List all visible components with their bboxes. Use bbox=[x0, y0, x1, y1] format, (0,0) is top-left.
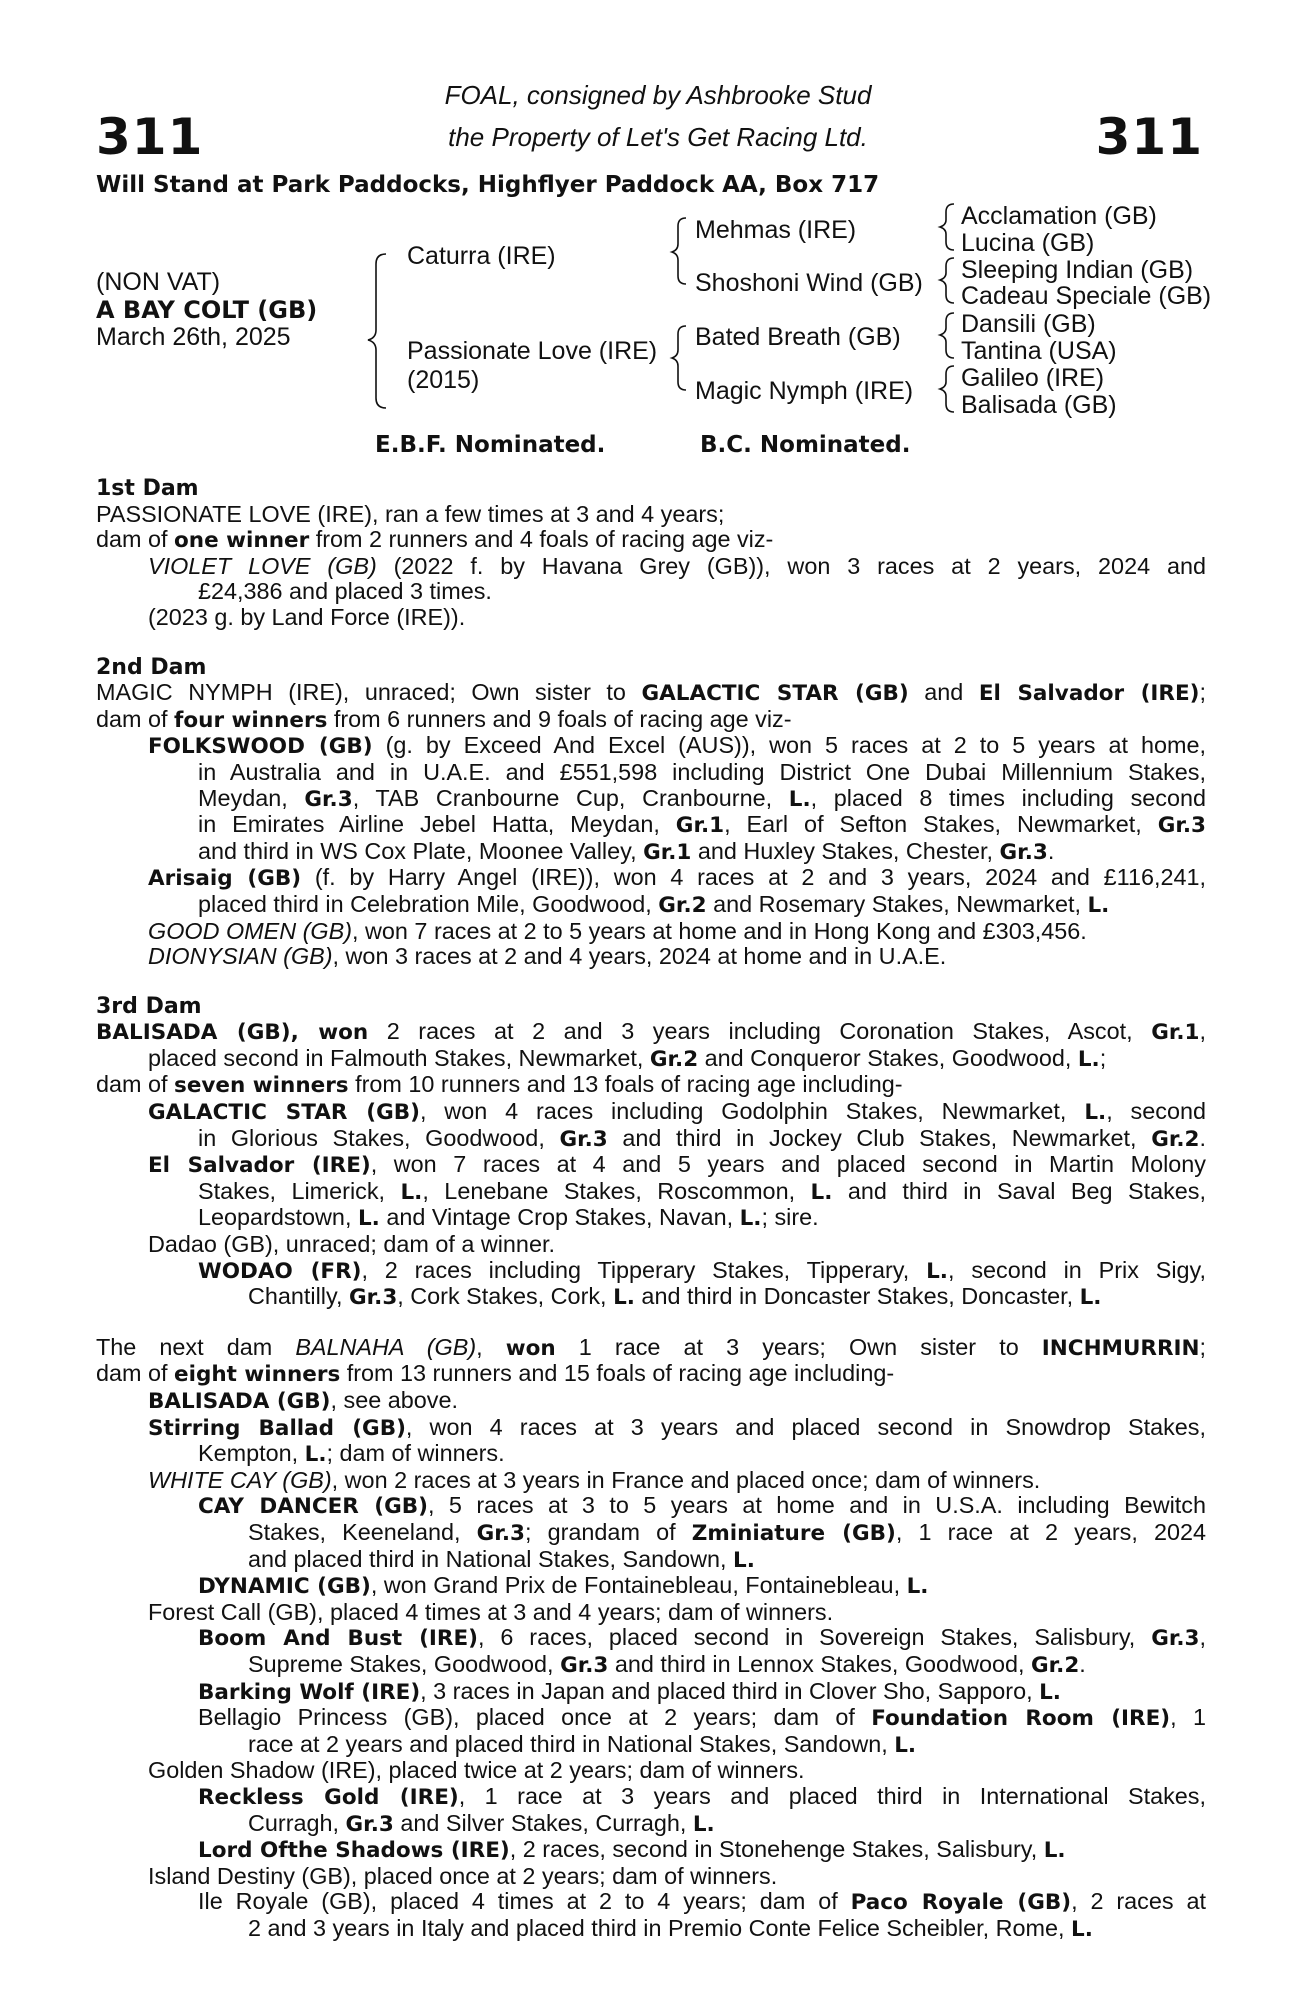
brace-ss bbox=[940, 204, 954, 250]
next-dam-line: Golden Shadow (IRE), placed twice at 2 years; dam of winners. bbox=[148, 1757, 805, 1784]
next-dam-line: Stakes, Keeneland, Gr.3; grandam of Zminiature (GB), 1 race at 2 years, 2024 bbox=[248, 1518, 1206, 1546]
vat-status: (NON VAT) bbox=[96, 268, 221, 296]
pedigree-sire-sire: Mehmas (IRE) bbox=[695, 216, 857, 244]
dam1-line: PASSIONATE LOVE (IRE), ran a few times at 3 and 4 years; bbox=[96, 500, 725, 527]
section-heading-3rd-dam: 3rd Dam bbox=[96, 993, 202, 1019]
dam2-line: Meydan, Gr.3, TAB Cranbourne Cup, Cranbourne, L., placed 8 times including second bbox=[198, 784, 1206, 812]
dam2-line: in Australia and in U.A.E. and £551,598 including District One Dubai Millennium Stakes, bbox=[198, 758, 1206, 785]
pedigree-sire-dam: Shoshoni Wind (GB) bbox=[695, 269, 923, 297]
ebf-nomination: E.B.F. Nominated. bbox=[375, 432, 606, 458]
pedigree-sss: Acclamation (GB) bbox=[961, 202, 1157, 230]
dam3-line: Chantilly, Gr.3, Cork Stakes, Cork, L. and third in Doncaster Stakes, Doncaster, L. bbox=[248, 1283, 1102, 1311]
dam3-line: Dadao (GB), unraced; dam of a winner. bbox=[148, 1231, 555, 1258]
brace-ds bbox=[940, 313, 954, 358]
pedigree-dam-dam: Magic Nymph (IRE) bbox=[695, 377, 914, 405]
next-dam-line: Reckless Gold (IRE), 1 race at 3 years and placed third in International Stakes, bbox=[198, 1782, 1206, 1810]
next-dam-line: Kempton, L.; dam of winners. bbox=[198, 1440, 505, 1468]
next-dam-line: Boom And Bust (IRE), 6 races, placed second in Sovereign Stakes, Salisbury, Gr.3, bbox=[198, 1624, 1206, 1652]
dam1-line: (2023 g. by Land Force (IRE)). bbox=[148, 603, 466, 630]
dam2-line: and third in WS Cox Plate, Moonee Valley, Gr.1 and Huxley Stakes, Chester, Gr.3. bbox=[198, 837, 1055, 865]
pedigree-dss: Dansili (GB) bbox=[961, 310, 1096, 338]
next-dam-line: Supreme Stakes, Goodwood, Gr.3 and third in Lennox Stakes, Goodwood, Gr.2. bbox=[248, 1650, 1086, 1678]
section-heading-2nd-dam: 2nd Dam bbox=[96, 654, 207, 680]
birth-date: March 26th, 2025 bbox=[96, 323, 291, 351]
next-dam-line: Bellagio Princess (GB), placed once at 2 years; dam of Foundation Room (IRE), 1 bbox=[198, 1704, 1206, 1732]
dam2-line: FOLKSWOOD (GB) (g. by Exceed And Excel (AUS)), won 5 races at 2 to 5 years at home, bbox=[148, 732, 1206, 760]
dam3-line: dam of seven winners from 10 runners and 13 foals of racing age including- bbox=[96, 1071, 903, 1099]
next-dam-line: Barking Wolf (IRE), 3 races in Japan and placed third in Clover Sho, Sapporo, L. bbox=[198, 1677, 1061, 1705]
next-dam-line: Curragh, Gr.3 and Silver Stakes, Curragh, L. bbox=[248, 1809, 715, 1837]
next-dam-line: DYNAMIC (GB), won Grand Prix de Fontainebleau, Fontainebleau, L. bbox=[198, 1572, 929, 1600]
brace-dam bbox=[672, 326, 686, 390]
pedigree-sds: Sleeping Indian (GB) bbox=[961, 256, 1194, 284]
pedigree-dsd: Tantina (USA) bbox=[961, 337, 1117, 365]
dam2-line: Arisaig (GB) (f. by Harry Angel (IRE)), won 4 races at 2 and 3 years, 2024 and £116,241, bbox=[148, 864, 1206, 892]
next-dam-line: dam of eight winners from 13 runners and 15 foals of racing age including- bbox=[96, 1360, 895, 1388]
dam3-line: in Glorious Stakes, Goodwood, Gr.3 and third in Jockey Club Stakes, Newmarket, Gr.2. bbox=[198, 1124, 1206, 1152]
dam3-line: WODAO (FR), 2 races including Tipperary Stakes, Tipperary, L., second in Prix Sigy, bbox=[198, 1256, 1206, 1284]
dam2-line: in Emirates Airline Jebel Hatta, Meydan, Gr.1, Earl of Sefton Stakes, Newmarket, Gr.3 bbox=[198, 811, 1206, 839]
dam2-line: placed third in Celebration Mile, Goodwood, Gr.2 and Rosemary Stakes, Newmarket, L. bbox=[198, 890, 1110, 918]
dam1-line: £24,386 and placed 3 times. bbox=[198, 578, 492, 605]
catalogue-body bbox=[96, 476, 1206, 1942]
dam3-line: El Salvador (IRE), won 7 races at 4 and 5 years and placed second in Martin Molony bbox=[148, 1151, 1206, 1179]
pedigree-ddd: Balisada (GB) bbox=[961, 391, 1117, 419]
brace-dd bbox=[940, 366, 954, 412]
next-dam-line: BALISADA (GB), see above. bbox=[148, 1387, 458, 1414]
dam1-line: VIOLET LOVE (GB) (2022 f. by Havana Grey (GB)), won 3 races at 2 years, 2024 and bbox=[148, 552, 1206, 579]
dam3-line: Leopardstown, L. and Vintage Crop Stakes, Navan, L.; sire. bbox=[198, 1204, 819, 1232]
next-dam-line: and placed third in National Stakes, Sandown, L. bbox=[248, 1545, 755, 1573]
next-dam-line: WHITE CAY (GB), won 2 races at 3 years in France and placed once; dam of winners. bbox=[148, 1466, 1041, 1493]
dam2-line: MAGIC NYMPH (IRE), unraced; Own sister to GALACTIC STAR (GB) and El Salvador (IRE); bbox=[96, 679, 1207, 707]
lot-number-right: 311 bbox=[1095, 108, 1203, 166]
next-dam-line: Stirring Ballad (GB), won 4 races at 3 years and placed second in Snowdrop Stakes, bbox=[148, 1413, 1206, 1441]
pedigree-dam-sire: Bated Breath (GB) bbox=[695, 323, 901, 351]
stand-location: Will Stand at Park Paddocks, Highflyer Paddock AA, Box 717 bbox=[96, 172, 880, 198]
pedigree-dds: Galileo (IRE) bbox=[961, 364, 1105, 392]
pedigree-dam-year: (2015) bbox=[407, 366, 480, 394]
next-dam-line: CAY DANCER (GB), 5 races at 3 to 5 years at home and in U.S.A. including Bewitch bbox=[198, 1492, 1206, 1520]
next-dam-line: Ile Royale (GB), placed 4 times at 2 to 4 years; dam of Paco Royale (GB), 2 races at bbox=[198, 1888, 1206, 1916]
pedigree-dam: Passionate Love (IRE) bbox=[407, 337, 658, 365]
next-dam-line: Forest Call (GB), placed 4 times at 3 and 4 years; dam of winners. bbox=[148, 1598, 834, 1625]
dam3-line: GALACTIC STAR (GB), won 4 races including Godolphin Stakes, Newmarket, L., second bbox=[148, 1098, 1206, 1126]
dam1-line: dam of one winner from 2 runners and 4 foals of racing age viz- bbox=[96, 526, 774, 554]
next-dam-line: Island Destiny (GB), placed once at 2 years; dam of winners. bbox=[148, 1862, 778, 1889]
dam2-line: DIONYSIAN (GB), won 3 races at 2 and 4 years, 2024 at home and in U.A.E. bbox=[148, 943, 947, 970]
dam3-line: Stakes, Limerick, L., Lenebane Stakes, Roscommon, L. and third in Saval Beg Stakes, bbox=[198, 1177, 1206, 1205]
next-dam-line: 2 and 3 years in Italy and placed third in Premio Conte Felice Scheibler, Rome, L. bbox=[248, 1914, 1093, 1942]
horse-name: A BAY COLT (GB) bbox=[96, 296, 318, 324]
next-dam-line: Lord Ofthe Shadows (IRE), 2 races, second in Stonehenge Stakes, Salisbury, L. bbox=[198, 1836, 1066, 1864]
dam3-line: BALISADA (GB), won 2 races at 2 and 3 years including Coronation Stakes, Ascot, Gr.1, bbox=[96, 1018, 1206, 1046]
pedigree-sdd: Cadeau Speciale (GB) bbox=[961, 282, 1212, 310]
brace-sd bbox=[940, 258, 954, 303]
dam2-line: dam of four winners from 6 runners and 9 foals of racing age viz- bbox=[96, 705, 792, 733]
bc-nomination: B.C. Nominated. bbox=[700, 432, 911, 458]
pedigree-sire: Caturra (IRE) bbox=[407, 242, 556, 270]
next-dam-line: race at 2 years and placed third in National Stakes, Sandown, L. bbox=[248, 1730, 917, 1758]
dam2-line: GOOD OMEN (GB), won 7 races at 2 to 5 years at home and in Hong Kong and £303,456. bbox=[148, 917, 1087, 944]
property-line: the Property of Let's Get Racing Ltd. bbox=[448, 122, 868, 152]
brace-gen1 bbox=[368, 254, 386, 408]
lot-number-left: 311 bbox=[96, 108, 204, 166]
dam3-line: placed second in Falmouth Stakes, Newmarket, Gr.2 and Conqueror Stakes, Goodwood, L.; bbox=[148, 1044, 1107, 1072]
section-heading-1st-dam: 1st Dam bbox=[96, 476, 199, 501]
pedigree-ssd: Lucina (GB) bbox=[961, 229, 1095, 257]
brace-sire bbox=[672, 218, 686, 284]
consignor-line: FOAL, consigned by Ashbrooke Stud bbox=[444, 80, 872, 110]
next-dam-line: The next dam BALNAHA (GB), won 1 race at 3 years; Own sister to INCHMURRIN; bbox=[96, 1333, 1207, 1361]
